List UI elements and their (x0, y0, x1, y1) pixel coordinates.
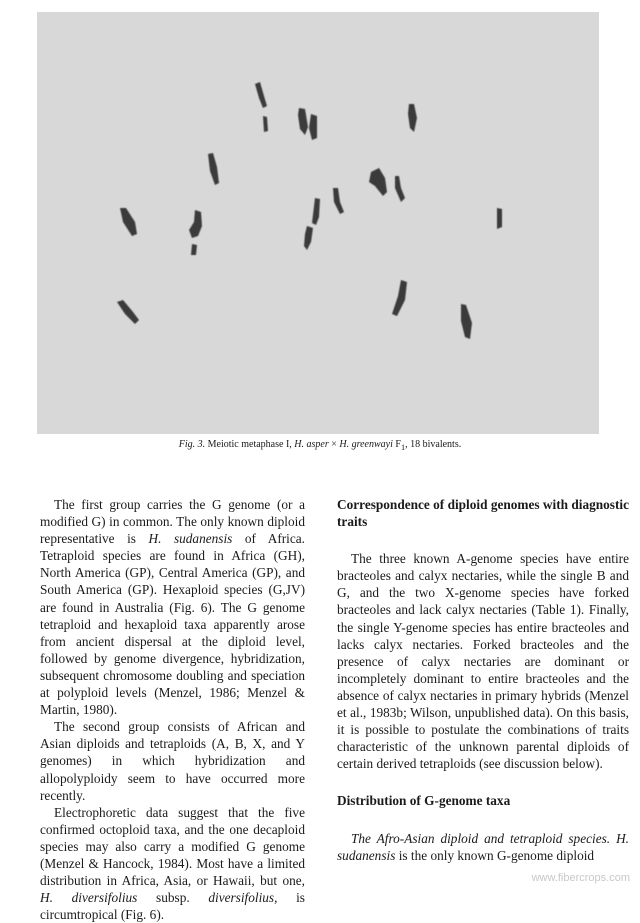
figure-label: Fig. 3. (178, 439, 206, 450)
spacer (337, 772, 629, 792)
heading-distribution: Distribution of G-genome taxa (337, 793, 511, 809)
p3-text-c: , is circumtropical (Fig. 6). (40, 890, 305, 923)
p3-text-b: subsp. (137, 890, 209, 906)
right-column (337, 496, 629, 864)
paragraph-second-group: The second group consists of African and Asian diploids and tetraploids (A, B, X, and Y genomes) in which hybridization and allopolyploidy seem to have occurred more recently. (40, 719, 305, 803)
paragraph-correspondence: The three known A-genome species have entire bracteoles and calyx nectaries, while the single B and G, and the two X-genome species have forked bracteoles and lack calyx nectaries (Table 1). Finally, the single Y-genome species has entire bracteoles and lacks calyx nectaries. Forked bracteoles and the presence of calyx nectaries are dominant or incompletely dominant to entire bracteoles and the absence of calyx nectaries in primary hybrids (Menzel et al., 1983b; Wilson, unpublished data). On this basis, it is possible to postulate the combinations of traits characteristic of the unknown parental diploids of certain derived tetraploids (see discussion below). (337, 551, 629, 772)
watermark: www.fibercrops.com (531, 872, 630, 884)
spacer (337, 530, 629, 550)
bivalent-15 (497, 208, 502, 229)
caption-generation-sub: 1 (400, 443, 406, 452)
p2-italic-lead: The Afro-Asian diploid and tetraploid species. (351, 830, 611, 846)
p3-text-a: Electrophoretic data suggest that the five confirmed octoploid taxa, and the one decaploid species may also carry a modified G genome (Menzel & Hancock, 1984). Most have a limited distribution in Africa, Asia, or Hawaii, but one, (40, 804, 305, 889)
caption-generation: F (395, 439, 401, 450)
paragraph-first-group (40, 496, 305, 718)
p1-species: H. sudanensis (148, 531, 233, 547)
spacer (337, 810, 629, 830)
caption-count: , 18 bivalents. (405, 439, 462, 450)
p3-subsp: diversifolius (208, 890, 275, 906)
bivalent-9 (191, 244, 197, 255)
caption-text: Meiotic metaphase I, (207, 439, 292, 450)
chromosome-spread (37, 12, 599, 434)
paragraph-electrophoretic (40, 804, 305, 923)
paragraph-distribution (337, 830, 629, 864)
p1-text-a: The first group carries the G genome (or a modified G) in common. The only known diploid representative is (40, 497, 305, 547)
left-column (40, 496, 305, 923)
micrograph-image (37, 12, 599, 434)
figure-caption (0, 439, 640, 452)
p2-species: H. sudanensis (337, 830, 629, 863)
p3-species: H. diversifolius (40, 890, 138, 906)
heading-correspondence: Correspondence of diploid genomes with diagnostic traits (337, 497, 629, 530)
caption-cross: × (331, 439, 337, 450)
p2-text-b: is the only known G-genome diploid (395, 847, 595, 863)
caption-species-a: H. asper (294, 439, 329, 450)
caption-species-b: H. greenwayi (339, 439, 393, 450)
p1-text-b: of Africa. Tetraploid species are found in Africa (GH), North America (GP), Central America (GP), and South America (GP). Hexaploid species (G,JV) are found in Australia (Fig. 6). The G genome tetraploid and hexaploid taxa apparently arose from ancient dispersal at the diploid level, followed by genome divergence, hybridization, subsequent chromosome doubling and speciation at polyploid levels (Menzel, 1986; Menzel & Martin, 1980). (40, 531, 305, 718)
